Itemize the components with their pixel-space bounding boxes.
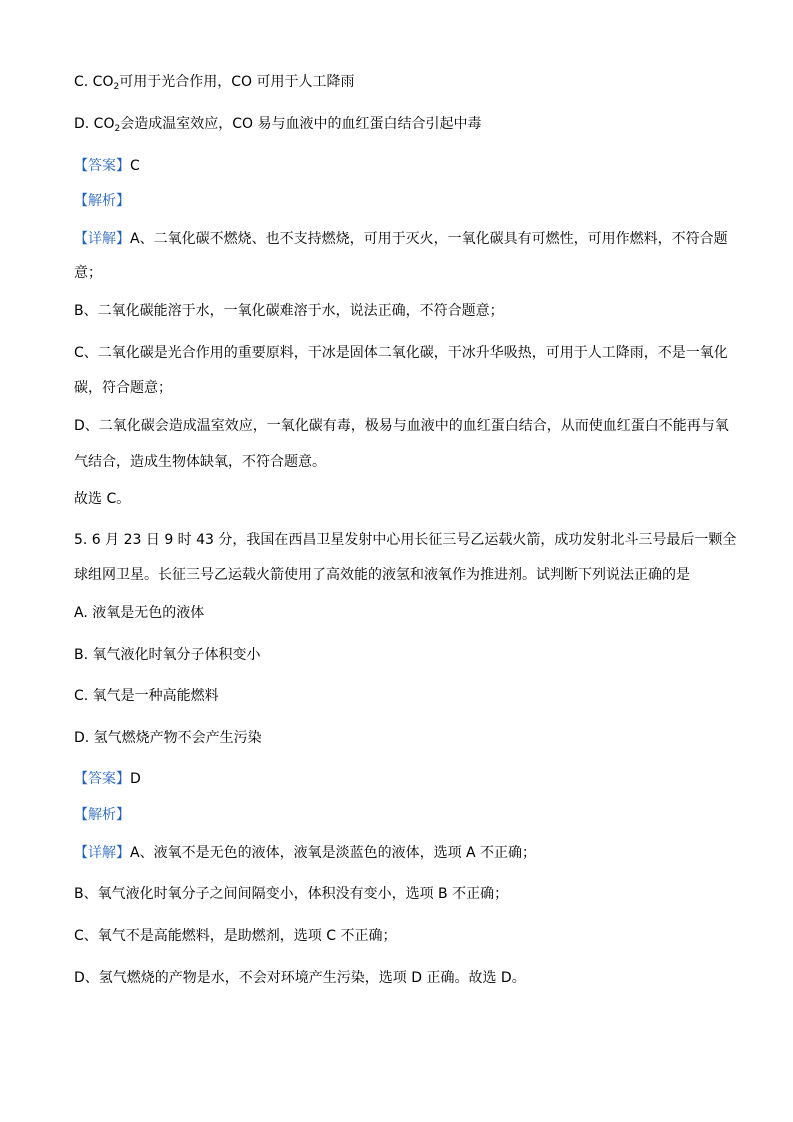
q4-option-d xyxy=(74,114,481,134)
q4-conclusion: 故选 C。 xyxy=(74,491,131,507)
q4-analysis-tag: 【解析】 xyxy=(74,193,130,209)
q4-option-d-prefix: D. CO xyxy=(74,116,115,132)
q4-detail-line-3: C、二氧化碳是光合作用的重要原料，干冰是固体二氧化碳，干冰升华吸热，可用于人工降雨，不是一氧化 xyxy=(74,345,728,361)
q4-detail-line-5: D、二氧化碳会造成温室效应，一氧化碳有毒，极易与血液中的血红蛋白结合，从而使血红蛋白不能再与氧 xyxy=(74,418,729,434)
q5-detail-text-0: A、液氧不是无色的液体，液氧是淡蓝色的液体，选项 A 不正确； xyxy=(130,845,537,861)
q5-option-b: B. 氧气液化时氧分子体积变小 xyxy=(74,647,261,663)
q4-option-c-subscript: 2 xyxy=(113,82,120,92)
q5-detail-line-0 xyxy=(74,843,536,863)
q5-analysis-tag: 【解析】 xyxy=(74,807,130,823)
q4-detail-tag: 【详解】 xyxy=(74,231,130,247)
q4-option-c-prefix: C. CO xyxy=(74,74,114,90)
q5-detail-line-3: D、氢气燃烧的产物是水，不会对环境产生污染，选项 D 正确。故选 D。 xyxy=(74,970,526,986)
q5-answer-value: D xyxy=(130,771,141,787)
q5-stem-line-1: 球组网卫星。长征三号乙运载火箭使用了高效能的液氢和液氧作为推进剂。试判断下列说法正确的是 xyxy=(74,567,690,583)
q5-answer-tag: 【答案】 xyxy=(74,771,130,787)
q4-answer-tag: 【答案】 xyxy=(74,158,130,174)
q4-detail-line-2: B、二氧化碳能溶于水，一氧化碳难溶于水，说法正确，不符合题意； xyxy=(74,303,504,319)
q5-detail-line-2: C、氧气不是高能燃料，是助燃剂，选项 C 不正确； xyxy=(74,928,397,944)
q5-option-d: D. 氢气燃烧产物不会产生污染 xyxy=(74,730,262,746)
q5-option-c: C. 氧气是一种高能燃料 xyxy=(74,688,219,704)
q4-detail-line-4: 碳，符合题意； xyxy=(74,380,172,396)
q4-detail-line-1: 意； xyxy=(74,265,102,281)
q5-answer xyxy=(74,769,141,789)
q4-option-d-text: 会造成温室效应，CO 易与血液中的血红蛋白结合引起中毒 xyxy=(120,116,482,132)
q4-option-c-text: 可用于光合作用，CO 可用于人工降雨 xyxy=(119,74,355,90)
q4-detail-text-0: A、二氧化碳不燃烧、也不支持燃烧，可用于灭火，一氧化碳具有可燃性，可用作燃料，不符合题 xyxy=(130,231,728,247)
q4-option-d-subscript: 2 xyxy=(114,124,121,134)
q4-option-c xyxy=(74,72,354,92)
q4-detail-line-6: 气结合，造成生物体缺氧，不符合题意。 xyxy=(74,454,326,470)
q5-detail-tag: 【详解】 xyxy=(74,845,130,861)
q4-answer xyxy=(74,156,140,176)
q5-option-a: A. 液氧是无色的液体 xyxy=(74,605,205,621)
q5-stem-line-0: 5. 6 月 23 日 9 时 43 分，我国在西昌卫星发射中心用长征三号乙运载火箭，成功发射北斗三号最后一颗全 xyxy=(74,532,737,548)
q4-answer-value: C xyxy=(130,158,140,174)
q4-detail-line-0 xyxy=(74,229,728,249)
q5-detail-line-1: B、氧气液化时氧分子之间间隔变小，体积没有变小，选项 B 不正确； xyxy=(74,886,509,902)
